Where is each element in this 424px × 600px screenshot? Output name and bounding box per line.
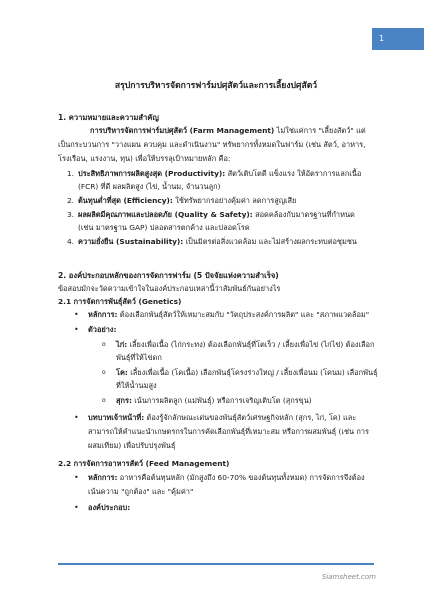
goal-item: ประสิทธิภาพการผลิตสูงสุด (Productivity): สัตว์เติบโตดี แข็งแรง ให้อัตราการแลกเนื้อ: [78, 169, 362, 178]
section-1-intro-line-3: โรงเรือน, แรงงาน, ทุน) เพื่อให้บรรลุเป้าหมายหลัก คือ:: [58, 154, 231, 163]
sub-bullet-icon: o: [102, 369, 106, 376]
example-item-cont: ที่ให้น้ำนมสูง: [116, 381, 157, 390]
bullet-icon: •: [74, 310, 79, 319]
goal-item-cont: (FCR) ที่ดี ผลผลิตสูง (ไข่, น้ำนม, จำนวนลูก): [78, 182, 221, 191]
section-1-intro-line-2: เป็นกระบวนการ "วางแผน ควบคุม และดำเนินงาน" ทรัพยากรทั้งหมดในฟาร์ม (เช่น สัตว์, อาหาร,: [58, 140, 366, 149]
sub-bullet-icon: o: [102, 397, 106, 404]
section-1-heading: 1. ความหมายและความสำคัญ: [58, 113, 159, 122]
goal-item: ความยั่งยืน (Sustainability): เป็นมิตรต่อสิ่งแวดล้อม และไม่สร้างผลกระทบต่อชุมชน: [78, 237, 357, 246]
subsection-2-1-heading: 2.1 การจัดการพันธุ์สัตว์ (Genetics): [58, 297, 182, 306]
goal-item: ผลผลิตมีคุณภาพและปลอดภัย (Quality & Safety): สอดคล้องกับมาตรฐานที่กำหนด: [78, 210, 355, 219]
section-1-intro-line-1: การบริหารจัดการฟาร์มปศุสัตว์ (Farm Management) ไม่ใช่แค่การ "เลี้ยงสัตว์" แต่: [90, 126, 366, 135]
goal-item: ต้นทุนต่ำที่สุด (Efficiency): ใช้ทรัพยากรอย่างคุ้มค่า ลดการสูญเสีย: [78, 196, 297, 205]
genetics-principle: หลักการ: ต้องเลือกพันธุ์สัตว์ให้เหมาะสมกับ "วัตถุประสงค์การผลิต" และ "สภาพแวดล้อม": [88, 310, 370, 319]
document-title: สรุปการบริหารจัดการฟาร์มปศุสัตว์และการเลี้ยงปศุสัตว์: [114, 81, 318, 91]
bullet-icon: •: [74, 413, 79, 422]
page-number-badge: 1: [372, 28, 424, 50]
feed-principle: หลักการ: อาหารคือต้นทุนหลัก (มักสูงถึง 60-70% ของต้นทุนทั้งหมด) การจัดการจึงต้อง: [88, 473, 365, 482]
section-2-heading: 2. องค์ประกอบหลักของการจัดการฟาร์ม (5 ปัจจัยแห่งความสำเร็จ): [58, 271, 279, 280]
genetics-role: บทบาทเจ้าหน้าที่: ต้องรู้จักลักษณะเด่นของพันธุ์สัตว์เศรษฐกิจหลัก (สุกร, ไก่, โค) และ: [88, 413, 357, 422]
bullet-icon: •: [74, 503, 79, 512]
bullet-icon: •: [74, 473, 79, 482]
section-2-intro: ข้อสอบมักจะวัดความเข้าใจในองค์ประกอบเหล่านี้ว่าสัมพันธ์กันอย่างไร: [58, 284, 281, 293]
feed-principle-l2: เน้นความ "ถูกต้อง" และ "คุ้มค่า": [88, 487, 194, 496]
footer-rule: [58, 563, 374, 565]
example-item-cont: พันธุ์ที่ให้ไข่ดก: [116, 353, 162, 362]
sub-bullet-icon: o: [102, 341, 106, 348]
footer-brand: Siamsheet.com: [321, 573, 376, 581]
example-item: สุกร: เน้นการผลิตลูก (แม่พันธุ์) หรือการเจริญเติบโต (สุกรขุน): [116, 396, 312, 405]
genetics-examples-label: ตัวอย่าง:: [88, 325, 117, 334]
feed-components-label: องค์ประกอบ:: [88, 503, 131, 512]
goal-item-cont: (เช่น มาตรฐาน GAP) ปลอดสารตกค้าง และปลอดโรค: [78, 223, 250, 232]
example-item: โค: เลี้ยงเพื่อเนื้อ (โคเนื้อ) เลือกพันธุ์โครงร่างใหญ่ / เลี้ยงเพื่อนม (โคนม) เลือกพันธุ์: [116, 368, 378, 377]
example-item: ไก่: เลี้ยงเพื่อเนื้อ (ไก่กระทง) ต้องเลือกพันธุ์ที่โตเร็ว / เลี้ยงเพื่อไข่ (ไก่ไข่) ต้องเลือก: [116, 340, 375, 349]
subsection-2-2-heading: 2.2 การจัดการอาหารสัตว์ (Feed Management): [58, 459, 230, 468]
genetics-role-l2: สามารถให้คำแนะนำเกษตรกรในการคัดเลือกพันธุ์ที่เหมาะสม หรือการผสมพันธุ์ (เช่น การ: [88, 427, 369, 436]
genetics-role-l3: ผสมเทียม) เพื่อปรับปรุงพันธุ์: [88, 441, 176, 450]
bullet-icon: •: [74, 325, 79, 334]
